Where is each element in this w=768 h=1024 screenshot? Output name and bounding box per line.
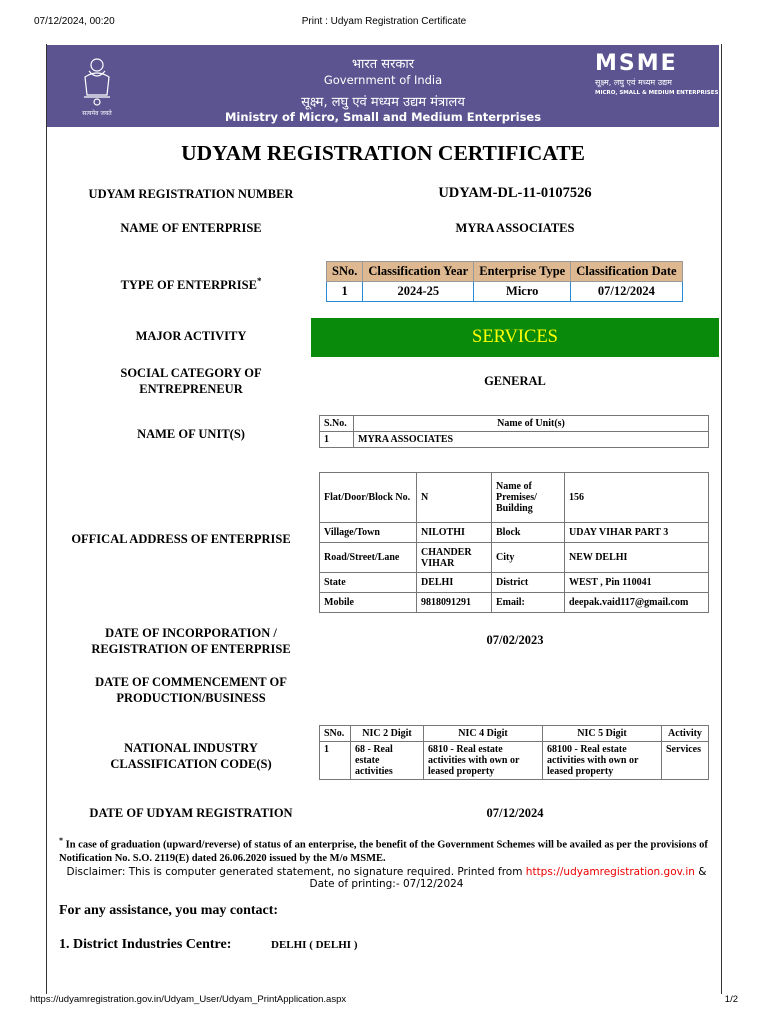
table-cell: 6810 - Real estate activities with own or leased property: [424, 742, 543, 780]
table-header: NIC 4 Digit: [424, 726, 543, 742]
disclaimer: [59, 866, 714, 890]
incorporation-label-line1: DATE OF INCORPORATION /: [105, 626, 277, 640]
table-cell: Micro: [474, 282, 571, 302]
email-label: Email:: [492, 593, 565, 613]
social-category-label: [47, 365, 335, 397]
table-cell: 68 - Real estate activities: [351, 742, 424, 780]
table-header-row: [320, 416, 709, 432]
hindi-government: भारत सरकार: [351, 57, 415, 72]
incorporation-date: 07/02/2023: [486, 633, 544, 647]
enterprise-name-label: NAME OF ENTERPRISE: [120, 221, 262, 235]
page-number: 1/2: [724, 994, 738, 1005]
table-header-row: [320, 726, 709, 742]
ministry-name: Ministry of Micro, Small and Medium Enterprises: [224, 110, 542, 124]
dic-value: DELHI ( DELHI ): [271, 939, 358, 951]
table-cell: 1: [320, 432, 354, 448]
msme-logo: [595, 51, 719, 101]
email-value: deepak.vaid117@gmail.com: [565, 593, 709, 613]
road-label: Road/Street/Lane: [320, 543, 417, 573]
commencement-label-line1: DATE OF COMMENCEMENT OF: [95, 675, 287, 689]
footer-url: https://udyamregistration.gov.in/Udyam_User/Udyam_PrintApplication.aspx: [30, 994, 347, 1005]
commencement-label-line2: PRODUCTION/BUSINESS: [116, 691, 266, 705]
incorporation-label-line2: REGISTRATION OF ENTERPRISE: [91, 642, 291, 656]
table-cell: 07/12/2024: [571, 282, 682, 302]
table-header: Classification Date: [571, 262, 682, 282]
reg-number: UDYAM-DL-11-0107526: [438, 185, 592, 201]
nic-label: [47, 740, 335, 772]
table-header: SNo.: [320, 726, 351, 742]
table-cell: 1: [320, 742, 351, 780]
units-label: NAME OF UNIT(S): [137, 427, 245, 441]
note-text: In case of graduation (upward/reverse) of status of an enterprise, the benefit of the Government Schemes will be availed as per the provisions of Notification No. S.O. 2119(E) dated 26.06.2020 issued by the M/o MSME.: [59, 839, 708, 864]
government-of-india: Government of India: [323, 73, 443, 87]
udyam-date: 07/12/2024: [486, 806, 544, 820]
major-activity-value: SERVICES: [311, 318, 719, 357]
print-datetime: 07/12/2024, 00:20: [34, 16, 115, 27]
flat-value: N: [417, 473, 492, 523]
table-cell: 68100 - Real estate activities with own or leased property: [543, 742, 662, 780]
district-value: WEST , Pin 110041: [565, 573, 709, 593]
print-title: Print : Udyam Registration Certificate: [301, 16, 467, 27]
major-activity-label: MAJOR ACTIVITY: [135, 329, 247, 343]
address-label: OFFICAL ADDRESS OF ENTERPRISE: [71, 532, 291, 546]
block-value: UDAY VIHAR PART 3: [565, 523, 709, 543]
table-row: [320, 432, 709, 448]
certificate-title: UDYAM REGISTRATION CERTIFICATE: [181, 141, 585, 165]
nic-label-line1: NATIONAL INDUSTRY: [124, 741, 258, 755]
udyam-portal-link[interactable]: https://udyamregistration.gov.in: [525, 866, 695, 878]
table-cell: 1: [327, 282, 363, 302]
enterprise-type-asterisk: *: [256, 276, 262, 286]
table-header: Activity: [662, 726, 709, 742]
note-asterisk: *: [59, 836, 63, 845]
msme-english: MICRO, SMALL & MEDIUM ENTERPRISES: [595, 90, 719, 96]
graduation-note: [59, 834, 714, 865]
table-row: [320, 593, 709, 613]
district-label: District: [492, 573, 565, 593]
msme-logo-text: MSME: [595, 51, 678, 76]
table-cell: Services: [662, 742, 709, 780]
city-label: City: [492, 543, 565, 573]
reg-number-label: UDYAM REGISTRATION NUMBER: [88, 187, 294, 201]
table-cell: 2024-25: [363, 282, 474, 302]
mobile-value: 9818091291: [417, 593, 492, 613]
disclaimer-suffix: & Date of printing:- 07/12/2024: [309, 866, 707, 890]
enterprise-type-label: [47, 276, 335, 293]
enterprise-name: MYRA ASSOCIATES: [455, 221, 575, 235]
state-value: DELHI: [417, 573, 492, 593]
table-header: SNo.: [327, 262, 363, 282]
table-header: Name of Unit(s): [354, 416, 709, 432]
msme-hindi: सूक्ष्म, लघु एवं मध्यम उद्यम: [595, 78, 672, 87]
table-row: [320, 742, 709, 780]
print-footer: [30, 994, 738, 1005]
table-header: NIC 5 Digit: [543, 726, 662, 742]
state-label: State: [320, 573, 417, 593]
table-row: [320, 543, 709, 573]
table-row: [320, 473, 709, 523]
table-header-row: [327, 262, 683, 282]
disclaimer-prefix: Disclaimer: This is computer generated statement, no signature required. Printed from: [66, 866, 526, 878]
mobile-label: Mobile: [320, 593, 417, 613]
table-cell: MYRA ASSOCIATES: [354, 432, 709, 448]
village-value: NILOTHI: [417, 523, 492, 543]
table-row: [320, 523, 709, 543]
enterprise-type-label-text: TYPE OF ENTERPRISE: [120, 278, 257, 293]
nic-label-line2: CLASSIFICATION CODE(S): [110, 757, 272, 771]
table-row: [320, 573, 709, 593]
emblem-caption: सत्यमेव जयते: [82, 110, 112, 117]
road-value: CHANDER VIHAR: [417, 543, 492, 573]
assistance-heading: For any assistance, you may contact:: [59, 903, 279, 918]
social-category-label-line2: ENTREPRENEUR: [139, 382, 243, 396]
units-table: [319, 415, 709, 448]
address-table: [319, 472, 709, 613]
premises-label: Name of Premises/ Building: [492, 473, 565, 523]
enterprise-type-table: [326, 261, 683, 302]
flat-label: Flat/Door/Block No.: [320, 473, 417, 523]
block-label: Block: [492, 523, 565, 543]
table-row: [327, 282, 683, 302]
table-header: NIC 2 Digit: [351, 726, 424, 742]
government-banner: [47, 45, 719, 127]
table-header: Enterprise Type: [474, 262, 571, 282]
village-label: Village/Town: [320, 523, 417, 543]
table-header: S.No.: [320, 416, 354, 432]
nic-table: [319, 725, 709, 780]
dic-label: 1. District Industries Centre:: [59, 937, 232, 952]
incorporation-label: [47, 625, 335, 657]
social-category: GENERAL: [484, 374, 546, 388]
udyam-date-label: DATE OF UDYAM REGISTRATION: [89, 806, 293, 820]
premises-value: 156: [565, 473, 709, 523]
table-header: Classification Year: [363, 262, 474, 282]
city-value: NEW DELHI: [565, 543, 709, 573]
commencement-label: [47, 674, 335, 706]
social-category-label-line1: SOCIAL CATEGORY OF: [120, 366, 262, 380]
hindi-ministry: सूक्ष्म, लघु एवं मध्यम उद्यम मंत्रालय: [301, 95, 465, 110]
